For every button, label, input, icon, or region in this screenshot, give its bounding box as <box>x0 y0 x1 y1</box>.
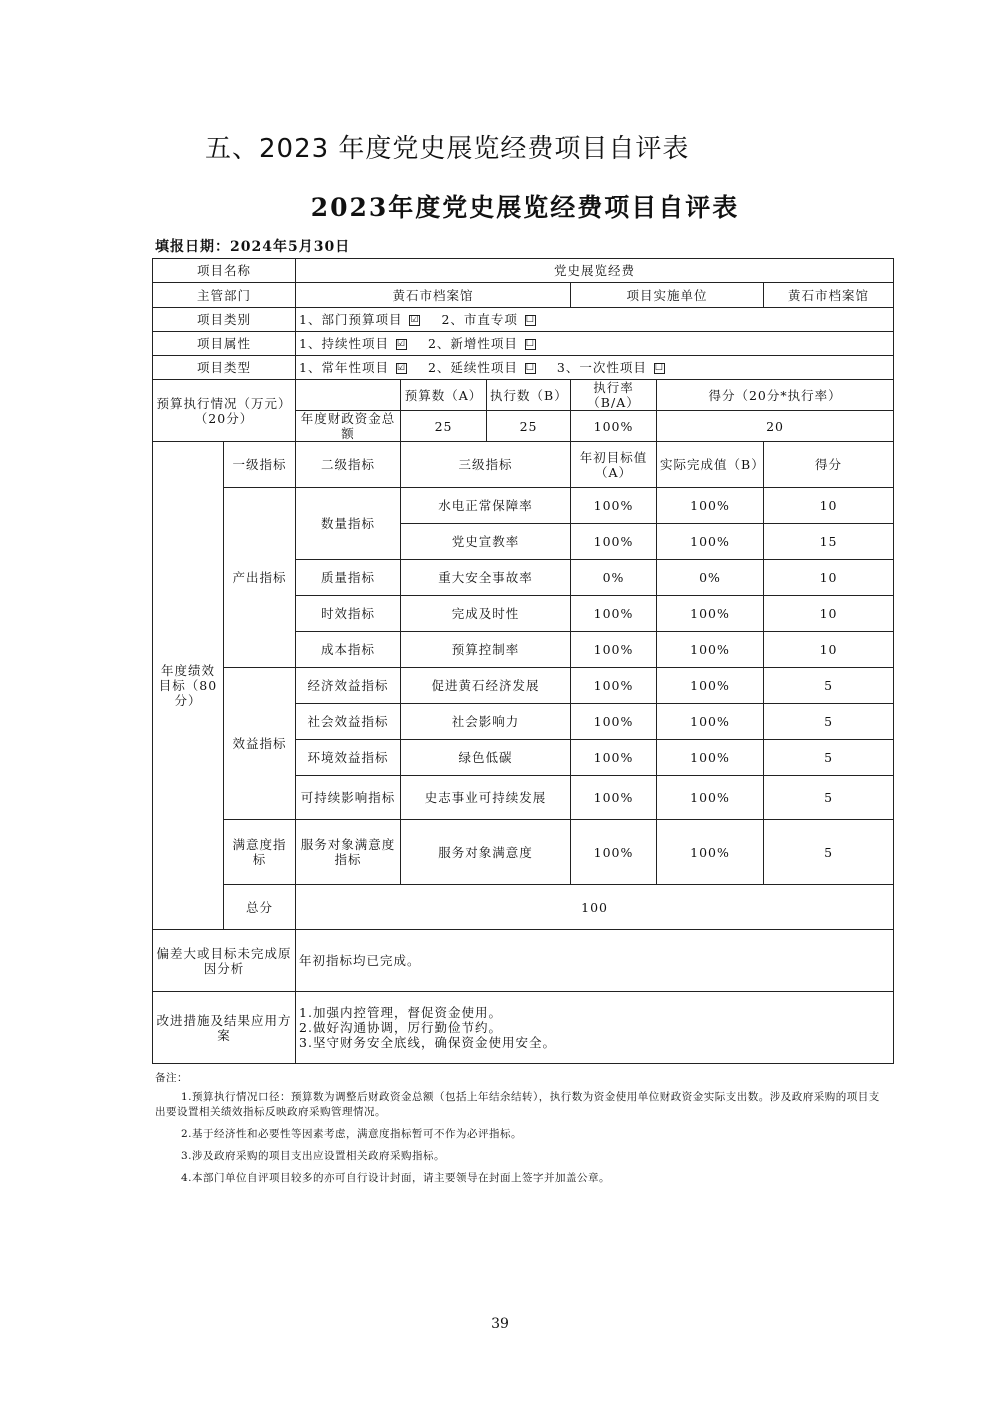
budget-row-label: 年度财政资金总额 <box>296 411 401 442</box>
checkbox-icon: ☐ <box>525 363 535 373</box>
perf-score: 5 <box>764 704 894 740</box>
form-title: 2023年度党史展览经费项目自评表 <box>310 193 740 222</box>
perf-actual: 100% <box>657 488 764 524</box>
perf-score: 10 <box>764 488 894 524</box>
perf-score: 5 <box>764 776 894 820</box>
perf-l2: 成本指标 <box>296 632 401 668</box>
perf-score: 10 <box>764 632 894 668</box>
perf-target: 100% <box>571 596 657 632</box>
perf-header-l1: 一级指标 <box>224 442 296 488</box>
perf-header-score: 得分 <box>764 442 894 488</box>
budget-col-b: 执行数（B） <box>487 380 571 411</box>
perf-actual: 100% <box>657 524 764 560</box>
budget-col-a: 预算数（A） <box>401 380 487 411</box>
perf-l3: 党史宣教率 <box>401 524 571 560</box>
checked-box-icon: ☑ <box>410 315 420 325</box>
perf-score: 15 <box>764 524 894 560</box>
perf-output-label: 产出指标 <box>224 488 296 668</box>
perf-target: 100% <box>571 776 657 820</box>
perf-actual: 100% <box>657 632 764 668</box>
improvement-line: 2.做好沟通协调，厉行勤俭节约。 <box>299 1020 502 1035</box>
budget-col-score: 得分（20分*执行率） <box>657 380 894 411</box>
deviation-label: 偏差大或目标未完成原因分析 <box>153 930 296 992</box>
perf-score: 10 <box>764 560 894 596</box>
perf-l2: 可持续影响指标 <box>296 776 401 820</box>
perf-header-actual: 实际完成值（B） <box>657 442 764 488</box>
perf-l2: 时效指标 <box>296 596 401 632</box>
perf-l2: 数量指标 <box>296 488 401 560</box>
perf-actual: 100% <box>657 668 764 704</box>
perf-header-l2: 二级指标 <box>296 442 401 488</box>
perf-l2: 社会效益指标 <box>296 704 401 740</box>
attribute-options <box>296 332 894 356</box>
project-name-label: 项目名称 <box>153 259 296 283</box>
project-name-value: 党史展览经费 <box>296 259 894 283</box>
perf-label: 年度绩效目标（80分） <box>153 442 224 930</box>
type-options <box>296 356 894 380</box>
perf-target: 100% <box>571 668 657 704</box>
notes-label: 备注： <box>155 1072 188 1084</box>
type-opt3: 3、一次性项目 <box>556 360 647 375</box>
attribute-opt2: 2、新增性项目 <box>427 336 518 351</box>
impl-unit-label: 项目实施单位 <box>571 283 764 308</box>
deviation-value: 年初指标均已完成。 <box>296 930 894 992</box>
total-value: 100 <box>296 885 894 930</box>
perf-target: 100% <box>571 740 657 776</box>
perf-l3: 预算控制率 <box>401 632 571 668</box>
notes <box>155 1071 890 1193</box>
impl-unit-value: 黄石市档案馆 <box>764 283 894 308</box>
category-opt1: 1、部门预算项目 <box>299 312 403 327</box>
attribute-label: 项目属性 <box>153 332 296 356</box>
improvement-line: 3.坚守财务安全底线，确保资金使用安全。 <box>299 1035 556 1050</box>
page-number: 39 <box>491 1316 509 1332</box>
perf-target: 100% <box>571 820 657 885</box>
self-evaluation-table <box>152 258 894 1064</box>
budget-blank <box>296 380 401 411</box>
perf-header-target: 年初目标值（A） <box>571 442 657 488</box>
type-opt2: 2、延续性项目 <box>427 360 518 375</box>
category-label: 项目类别 <box>153 308 296 332</box>
type-opt1: 1、常年性项目 <box>299 360 389 375</box>
perf-l3: 服务对象满意度 <box>401 820 571 885</box>
checked-box-icon: ☑ <box>396 339 407 349</box>
perf-benefit-label: 效益指标 <box>224 668 296 820</box>
note-item: 2.基于经济性和必要性等因素考虑，满意度指标暂可不作为必评指标。 <box>181 1128 523 1140</box>
improvement-label: 改进措施及结果应用方案 <box>153 992 296 1064</box>
budget-score: 20 <box>657 411 894 442</box>
department-label: 主管部门 <box>153 283 296 308</box>
perf-l3: 绿色低碳 <box>401 740 571 776</box>
improvement-value <box>296 992 894 1064</box>
budget-label: 预算执行情况（万元）（20分） <box>153 380 296 442</box>
perf-l2: 质量指标 <box>296 560 401 596</box>
checkbox-icon: ☐ <box>654 363 664 373</box>
category-opt2: 2、市直专项 <box>441 312 518 327</box>
budget-a: 25 <box>401 411 487 442</box>
perf-score: 10 <box>764 596 894 632</box>
perf-actual: 100% <box>657 704 764 740</box>
note-item: 1.预算执行情况口径：预算数为调整后财政资金总额（包括上年结余结转），执行数为资金使用单位财政资金实际支出数。涉及政府采购的项目支出要设置相关绩效指标反映政府采购管理情况。 <box>155 1091 880 1118</box>
perf-target: 100% <box>571 524 657 560</box>
department-value: 黄石市档案馆 <box>296 283 571 308</box>
perf-target: 100% <box>571 488 657 524</box>
checkbox-icon: ☐ <box>525 315 535 325</box>
budget-b: 25 <box>487 411 571 442</box>
improvement-line: 1.加强内控管理，督促资金使用。 <box>299 1005 502 1020</box>
perf-actual: 100% <box>657 596 764 632</box>
checked-box-icon: ☑ <box>396 363 407 373</box>
fill-date: 填报日期：2024年5月30日 <box>155 239 351 255</box>
perf-actual: 100% <box>657 740 764 776</box>
perf-l3: 史志事业可持续发展 <box>401 776 571 820</box>
perf-target: 0% <box>571 560 657 596</box>
perf-l3: 水电正常保障率 <box>401 488 571 524</box>
section-heading: 五、2023 年度党史展览经费项目自评表 <box>205 134 690 164</box>
total-label: 总分 <box>224 885 296 930</box>
attribute-opt1: 1、持续性项目 <box>299 336 389 351</box>
perf-score: 5 <box>764 668 894 704</box>
checkbox-icon: ☐ <box>525 339 535 349</box>
perf-l3: 社会影响力 <box>401 704 571 740</box>
perf-l3: 促进黄石经济发展 <box>401 668 571 704</box>
perf-l2: 环境效益指标 <box>296 740 401 776</box>
perf-satisfaction-label: 满意度指标 <box>224 820 296 885</box>
budget-col-rate: 执行率（B/A） <box>571 380 657 411</box>
perf-actual: 0% <box>657 560 764 596</box>
perf-actual: 100% <box>657 820 764 885</box>
type-label: 项目类型 <box>153 356 296 380</box>
perf-header-l3: 三级指标 <box>401 442 571 488</box>
perf-actual: 100% <box>657 776 764 820</box>
budget-rate: 100% <box>571 411 657 442</box>
note-item: 4.本部门单位自评项目较多的亦可自行设计封面，请主要领导在封面上签字并加盖公章。 <box>181 1172 611 1184</box>
perf-l3: 完成及时性 <box>401 596 571 632</box>
perf-target: 100% <box>571 632 657 668</box>
perf-score: 5 <box>764 820 894 885</box>
perf-l2: 经济效益指标 <box>296 668 401 704</box>
category-options <box>296 308 894 332</box>
perf-score: 5 <box>764 740 894 776</box>
perf-l2: 服务对象满意度指标 <box>296 820 401 885</box>
perf-l3: 重大安全事故率 <box>401 560 571 596</box>
note-item: 3.涉及政府采购的项目支出应设置相关政府采购指标。 <box>181 1150 446 1162</box>
perf-target: 100% <box>571 704 657 740</box>
